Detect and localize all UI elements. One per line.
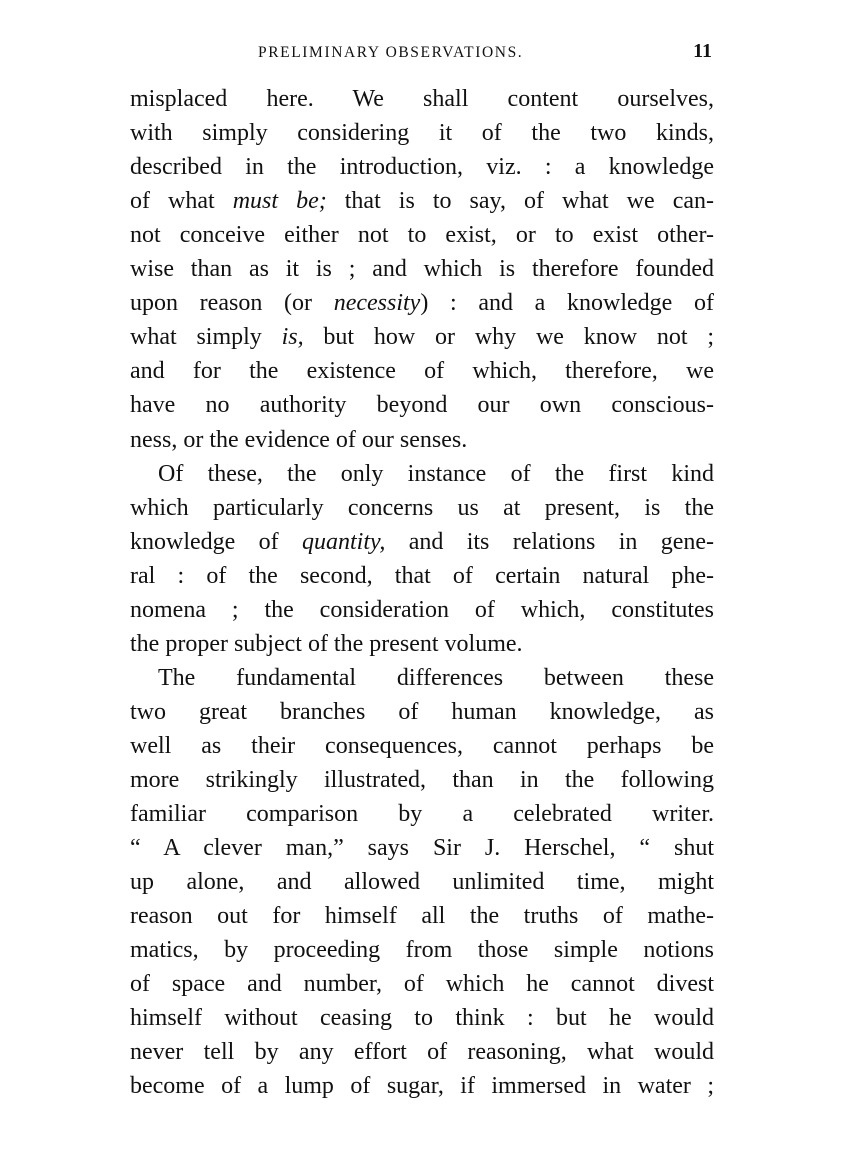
text-line: wise than as it is ; and which is therefore founded: [130, 256, 714, 283]
page-header: [128, 40, 712, 70]
text-segment: ) : and a knowledge of: [420, 290, 715, 317]
text-line: with simply considering it of the two kinds,: [130, 120, 714, 147]
text-line: two great branches of human knowledge, as: [130, 698, 714, 725]
text-line: more strikingly illustrated, than in the following: [130, 767, 714, 793]
text-line: [130, 320, 714, 354]
text-line: become of a lump of sugar, if immersed in water ;: [130, 1073, 714, 1100]
text-segment: that is to say, of what we can-: [326, 188, 714, 215]
running-head: PRELIMINARY OBSERVATIONS.: [258, 44, 524, 61]
text-segment: knowledge of: [130, 528, 302, 555]
text-line: of space and number, of which he cannot divest: [130, 971, 714, 998]
text-line: matics, by proceeding from those simple notions: [130, 937, 714, 964]
text-line: well as their consequences, cannot perhaps be: [130, 732, 714, 759]
italic-term: necessity: [333, 290, 421, 317]
text-line: Of these, the only instance of the first kind: [158, 460, 714, 487]
text-line: which particularly concerns us at present, is the: [130, 494, 714, 521]
text-line: “ A clever man,” says Sir J. Herschel, “ shut: [130, 835, 714, 862]
text-segment: and its relations in gene-: [385, 528, 715, 555]
text-line: up alone, and allowed unlimited time, might: [130, 869, 714, 896]
text-segment: upon reason (or: [130, 290, 334, 317]
italic-term: must be;: [232, 188, 327, 215]
text-line: familiar comparison by a celebrated writer.: [130, 801, 714, 828]
text-line: the proper subject of the present volume.: [130, 630, 523, 657]
text-line: [130, 525, 714, 559]
text-line: [130, 286, 714, 320]
text-line: not conceive either not to exist, or to exist other-: [130, 222, 714, 249]
text-line: reason out for himself all the truths of mathe-: [130, 903, 714, 930]
text-line: [130, 184, 714, 218]
page-number: 11: [693, 40, 712, 62]
text-line: misplaced here. We shall content ourselves,: [130, 86, 714, 112]
text-line: ness, or the evidence of our senses.: [130, 426, 468, 453]
text-line: and for the existence of which, therefore, we: [130, 358, 714, 385]
text-segment: but how or why we know not ;: [303, 324, 715, 351]
italic-term: quantity,: [302, 528, 386, 555]
text-line: ral : of the second, that of certain natural phe-: [130, 562, 714, 589]
text-line: have no authority beyond our own conscious-: [130, 392, 714, 419]
italic-term: is,: [281, 324, 304, 351]
text-segment: of what: [130, 188, 233, 215]
text-line: himself without ceasing to think : but he would: [130, 1005, 714, 1032]
text-line: nomena ; the consideration of which, constitutes: [130, 596, 714, 623]
text-segment: what simply: [130, 324, 282, 351]
text-line: The fundamental differences between these: [158, 664, 714, 691]
text-line: described in the introduction, viz. : a knowledge: [130, 154, 714, 181]
text-line: never tell by any effort of reasoning, what would: [130, 1039, 714, 1066]
